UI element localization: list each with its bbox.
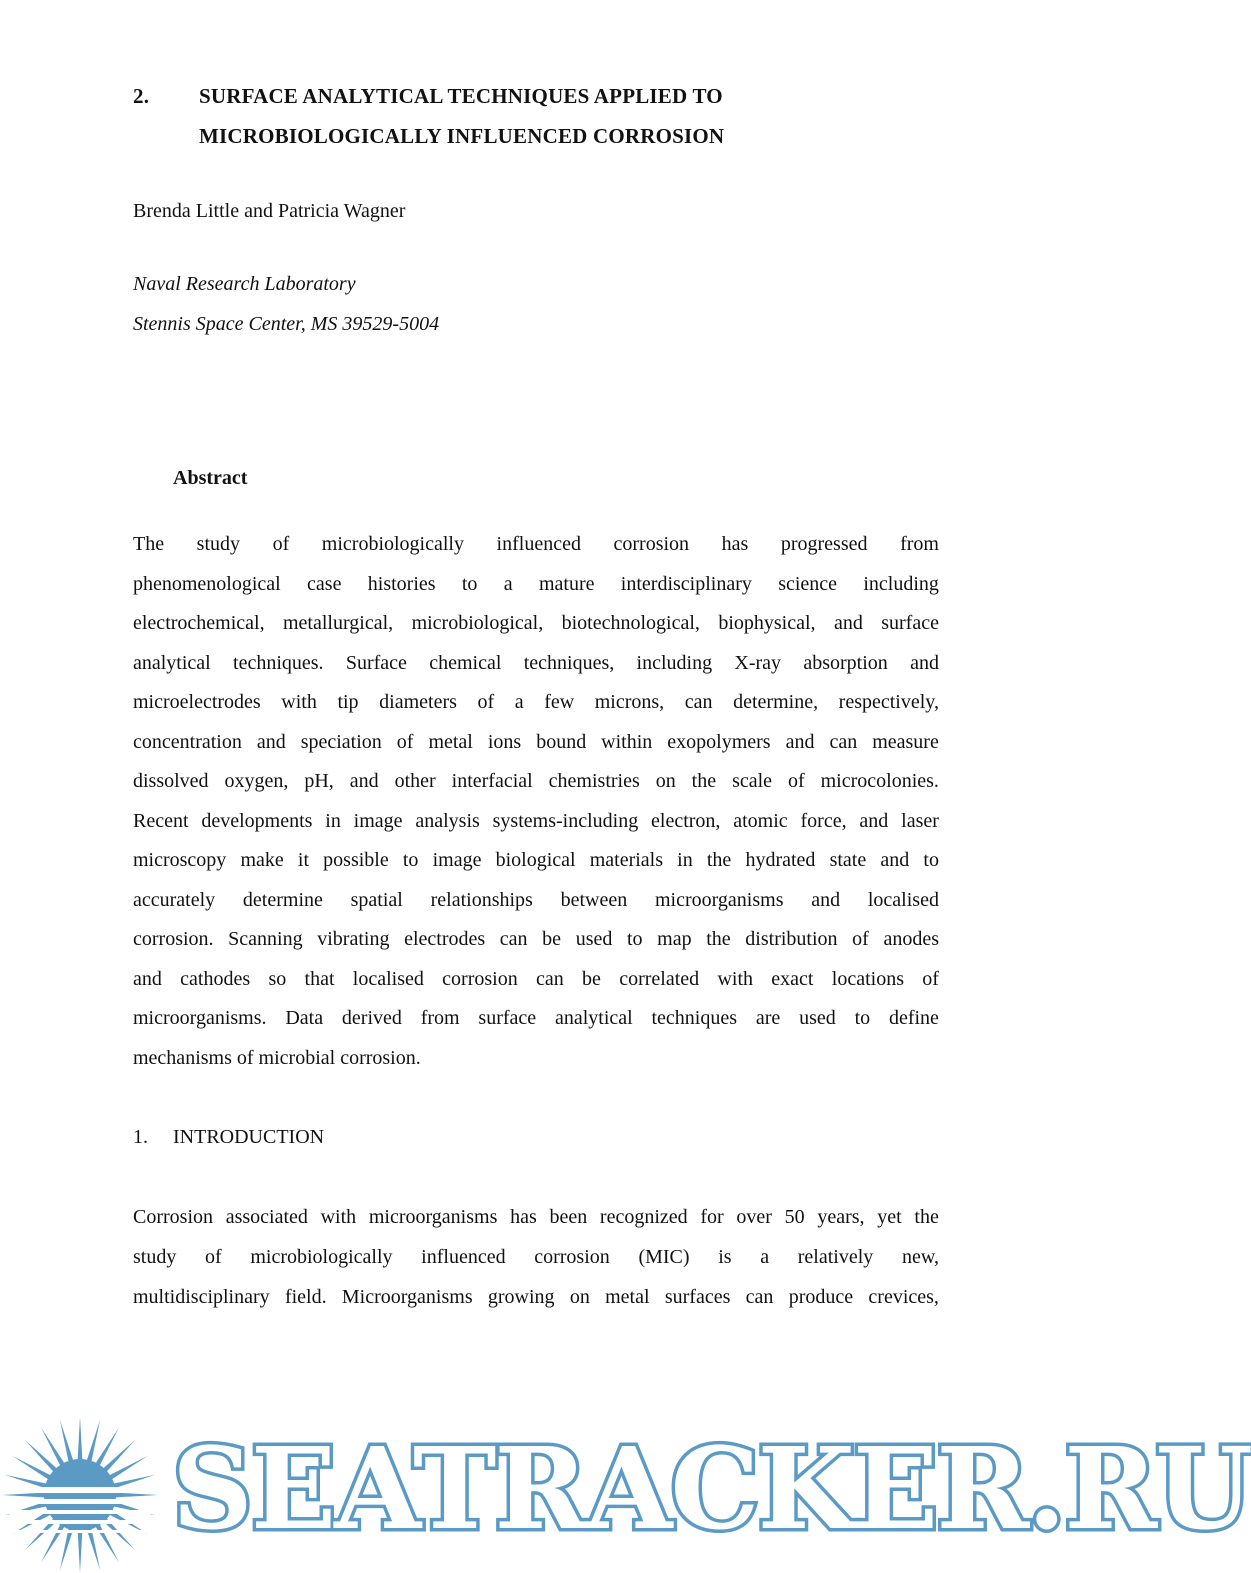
chapter-title bbox=[199, 76, 899, 156]
affiliation bbox=[133, 264, 439, 344]
word: biotechnological, bbox=[561, 612, 700, 634]
chapter-title-line-1: SURFACE ANALYTICAL TECHNIQUES APPLIED TO bbox=[199, 84, 723, 108]
word: the bbox=[914, 1206, 939, 1228]
word: scale bbox=[732, 770, 773, 792]
word: exact bbox=[771, 967, 814, 990]
sun-ray bbox=[78, 1417, 83, 1461]
word: can bbox=[829, 730, 858, 753]
abstract-line bbox=[133, 644, 939, 684]
word: and bbox=[811, 888, 841, 911]
word: crevices, bbox=[868, 1286, 939, 1308]
word: and bbox=[833, 612, 863, 634]
sun-ray bbox=[25, 1440, 58, 1473]
word: determine bbox=[242, 888, 323, 911]
word: microorganisms. bbox=[133, 1007, 267, 1029]
word: vibrating bbox=[317, 928, 390, 950]
word: been bbox=[549, 1206, 588, 1228]
word: microns, bbox=[594, 691, 665, 713]
word: microscopy bbox=[133, 849, 227, 871]
word: be bbox=[582, 967, 601, 990]
introduction-body bbox=[133, 1197, 939, 1317]
word: chemistries bbox=[548, 770, 640, 792]
abstract-line bbox=[133, 999, 939, 1039]
word: 50 bbox=[784, 1206, 805, 1228]
word: bound bbox=[536, 730, 587, 753]
word: with bbox=[717, 967, 754, 990]
word: localised bbox=[867, 888, 939, 911]
authors: Brenda Little and Patricia Wagner bbox=[133, 200, 406, 222]
word: from bbox=[420, 1007, 460, 1029]
word: be bbox=[542, 928, 562, 950]
word: biophysical, bbox=[718, 612, 816, 634]
abstract-line bbox=[133, 762, 939, 802]
sun-ray bbox=[78, 1529, 83, 1573]
word: of bbox=[477, 691, 495, 713]
word: analytical bbox=[554, 1007, 633, 1029]
sun-ray bbox=[5, 1475, 48, 1489]
word: possible bbox=[323, 849, 389, 871]
word: study bbox=[133, 1246, 177, 1268]
word: relationships bbox=[430, 888, 533, 911]
word: it bbox=[297, 849, 310, 871]
introduction-line bbox=[133, 1237, 939, 1277]
word: in bbox=[325, 809, 341, 832]
introduction-heading bbox=[133, 1123, 324, 1151]
word: can bbox=[684, 691, 713, 713]
word: corrosion. bbox=[133, 928, 214, 950]
word: concentration bbox=[133, 730, 242, 753]
word: image bbox=[353, 809, 403, 832]
word: of bbox=[396, 730, 414, 753]
word: Surface bbox=[345, 651, 407, 674]
word: analysis bbox=[415, 809, 480, 832]
abstract-line bbox=[133, 841, 939, 881]
word: to bbox=[923, 849, 939, 871]
word: used bbox=[575, 928, 613, 950]
word: Scanning bbox=[228, 928, 303, 950]
word: corrosion bbox=[534, 1246, 610, 1268]
word: recognized bbox=[599, 1206, 688, 1228]
word: diameters bbox=[379, 691, 457, 713]
word: to bbox=[461, 572, 478, 595]
word: anodes bbox=[883, 928, 939, 950]
word: including bbox=[636, 651, 713, 674]
abstract-line bbox=[133, 802, 939, 842]
word: techniques, bbox=[523, 651, 615, 674]
word: and bbox=[785, 730, 815, 753]
word: microbial bbox=[258, 1046, 336, 1069]
word: metallurgical, bbox=[283, 612, 394, 634]
word: used bbox=[799, 1007, 836, 1029]
word: respectively, bbox=[838, 691, 939, 713]
word: developments bbox=[201, 809, 313, 832]
affiliation-line-1: Naval Research Laboratory bbox=[133, 273, 356, 295]
word: and bbox=[910, 651, 939, 674]
word: hydrated bbox=[745, 849, 816, 871]
word: metal bbox=[428, 730, 473, 753]
abstract-line-last bbox=[133, 1039, 939, 1079]
word: of bbox=[272, 533, 290, 555]
word: to bbox=[626, 928, 643, 950]
chapter-title-line-2: MICROBIOLOGICALLY INFLUENCED CORROSION bbox=[199, 124, 725, 148]
word: accurately bbox=[133, 888, 216, 911]
word: mechanisms bbox=[133, 1046, 232, 1069]
word: to bbox=[854, 1007, 871, 1029]
sun-ray bbox=[60, 1420, 74, 1463]
chapter-number: 2. bbox=[133, 84, 150, 108]
word: associated bbox=[225, 1206, 308, 1228]
word: state bbox=[829, 849, 867, 871]
word: systems-including bbox=[492, 809, 639, 832]
word: the bbox=[706, 928, 731, 950]
word: and bbox=[133, 967, 162, 990]
word: and bbox=[880, 849, 910, 871]
word: microelectrodes bbox=[133, 691, 261, 713]
word: analytical bbox=[133, 651, 211, 674]
word: materials bbox=[589, 849, 664, 871]
word: microorganisms bbox=[368, 1206, 498, 1228]
word: of bbox=[922, 967, 939, 990]
word: map bbox=[657, 928, 692, 950]
abstract-line bbox=[133, 565, 939, 605]
word: microorganisms bbox=[654, 888, 784, 911]
sun-ray bbox=[102, 1440, 135, 1473]
word: that bbox=[304, 967, 335, 990]
word: over bbox=[736, 1206, 772, 1228]
affiliation-line-2: Stennis Space Center, MS 39529-5004 bbox=[133, 313, 440, 335]
word: (MIC) bbox=[638, 1246, 690, 1268]
word: Corrosion bbox=[133, 1206, 213, 1228]
abstract-line bbox=[133, 920, 939, 960]
word: Data bbox=[285, 1007, 324, 1029]
word: exopolymers bbox=[667, 730, 771, 753]
word: cathodes bbox=[180, 967, 251, 990]
word: biological bbox=[495, 849, 576, 871]
word: from bbox=[900, 533, 939, 555]
word: are bbox=[755, 1007, 781, 1029]
sun-ray bbox=[112, 1475, 155, 1489]
word: microbiological, bbox=[411, 612, 544, 634]
word: microcolonies. bbox=[820, 770, 939, 792]
word: tip bbox=[337, 691, 359, 713]
word: localised bbox=[352, 967, 424, 990]
word: corrosion bbox=[613, 533, 690, 555]
word: with bbox=[281, 691, 317, 713]
abstract-line bbox=[133, 723, 939, 763]
word: progressed bbox=[780, 533, 868, 555]
word: interfacial bbox=[451, 770, 533, 792]
word: is bbox=[718, 1246, 732, 1268]
word: locations bbox=[831, 967, 904, 990]
word: can bbox=[499, 928, 528, 950]
word: and bbox=[349, 770, 379, 792]
word: has bbox=[510, 1206, 537, 1228]
word: other bbox=[394, 770, 436, 792]
word: mature bbox=[538, 572, 595, 595]
word: force, bbox=[800, 809, 847, 832]
word: influenced bbox=[496, 533, 581, 555]
word: Recent bbox=[133, 809, 189, 832]
sun-ray bbox=[86, 1527, 100, 1570]
word: electrodes bbox=[404, 928, 486, 950]
sunburst-logo-icon bbox=[0, 1395, 170, 1573]
word: surface bbox=[881, 612, 939, 634]
word: X-ray bbox=[734, 651, 782, 674]
word: has bbox=[721, 533, 749, 555]
word: histories bbox=[367, 572, 436, 595]
sun-ray bbox=[60, 1527, 74, 1570]
word: dissolved bbox=[133, 770, 209, 792]
word: microbiologically bbox=[321, 533, 464, 555]
introduction-number: 1. bbox=[133, 1126, 148, 1148]
word: techniques bbox=[651, 1007, 738, 1029]
word: study bbox=[196, 533, 240, 555]
word: a bbox=[760, 1246, 770, 1268]
word: absorption bbox=[803, 651, 888, 674]
word: surface bbox=[478, 1007, 537, 1029]
word: the bbox=[706, 849, 732, 871]
sun-ray bbox=[2, 1493, 46, 1498]
word: in bbox=[677, 849, 693, 871]
word: field. bbox=[284, 1286, 327, 1308]
word: speciation bbox=[300, 730, 382, 753]
word: determine, bbox=[733, 691, 819, 713]
word: derived bbox=[341, 1007, 402, 1029]
word: pH, bbox=[304, 770, 334, 792]
word: The bbox=[133, 533, 165, 555]
word: science bbox=[778, 572, 838, 595]
word: multidisciplinary bbox=[133, 1286, 270, 1308]
abstract-line bbox=[133, 960, 939, 1000]
word: spatial bbox=[350, 888, 403, 911]
watermark-text: SEATRACKER.RU bbox=[172, 1424, 1251, 1555]
abstract-line bbox=[133, 683, 939, 723]
word: define bbox=[888, 1007, 939, 1029]
word: and bbox=[256, 730, 286, 753]
word: atomic bbox=[733, 809, 788, 832]
word: and bbox=[859, 809, 889, 832]
word: surfaces bbox=[664, 1286, 731, 1308]
introduction-title: INTRODUCTION bbox=[173, 1126, 325, 1148]
word: with bbox=[320, 1206, 357, 1228]
word: a bbox=[503, 572, 513, 595]
word: of bbox=[852, 928, 869, 950]
word: within bbox=[601, 730, 653, 753]
word: years, bbox=[817, 1206, 865, 1228]
word: phenomenological bbox=[133, 572, 281, 595]
word: a bbox=[514, 691, 524, 713]
word: so bbox=[268, 967, 287, 990]
word: electrochemical, bbox=[133, 612, 265, 634]
word: influenced bbox=[421, 1246, 506, 1268]
word: the bbox=[691, 770, 717, 792]
abstract-heading: Abstract bbox=[173, 467, 248, 489]
word: between bbox=[560, 888, 628, 911]
word: laser bbox=[901, 809, 939, 832]
word: corrosion. bbox=[340, 1046, 421, 1069]
word: to bbox=[402, 849, 419, 871]
word: corrosion bbox=[442, 967, 518, 990]
word: on bbox=[655, 770, 676, 792]
word: can bbox=[745, 1286, 774, 1308]
abstract-line bbox=[133, 525, 939, 565]
word: microbiologically bbox=[250, 1246, 393, 1268]
introduction-line bbox=[133, 1277, 939, 1317]
word: growing bbox=[487, 1286, 555, 1308]
word: correlated bbox=[619, 967, 700, 990]
word: metal bbox=[605, 1286, 650, 1308]
word: oxygen, bbox=[224, 770, 289, 792]
word: few bbox=[544, 691, 575, 713]
word: of bbox=[205, 1246, 222, 1268]
word: make bbox=[240, 849, 284, 871]
word: interdisciplinary bbox=[620, 572, 752, 595]
word: electron, bbox=[651, 809, 721, 832]
word: measure bbox=[872, 730, 939, 753]
word: new, bbox=[901, 1246, 939, 1268]
word: image bbox=[432, 849, 482, 871]
word: yet bbox=[877, 1206, 902, 1228]
word: chemical bbox=[429, 651, 502, 674]
abstract-line bbox=[133, 604, 939, 644]
word: Microorganisms bbox=[341, 1286, 473, 1308]
word: including bbox=[863, 572, 939, 595]
abstract-body bbox=[133, 525, 939, 1078]
word: techniques. bbox=[233, 651, 324, 674]
word: produce bbox=[788, 1286, 854, 1308]
word: for bbox=[700, 1206, 724, 1228]
sun-ray bbox=[114, 1493, 158, 1498]
word: distribution bbox=[745, 928, 838, 950]
word: of bbox=[236, 1046, 254, 1069]
word: can bbox=[536, 967, 564, 990]
sun-ray bbox=[86, 1420, 100, 1463]
word: relatively bbox=[797, 1246, 874, 1268]
word: of bbox=[788, 770, 805, 792]
introduction-line bbox=[133, 1197, 939, 1237]
abstract-line bbox=[133, 881, 939, 921]
word: on bbox=[569, 1286, 590, 1308]
word: case bbox=[307, 572, 342, 595]
word: ions bbox=[487, 730, 522, 753]
